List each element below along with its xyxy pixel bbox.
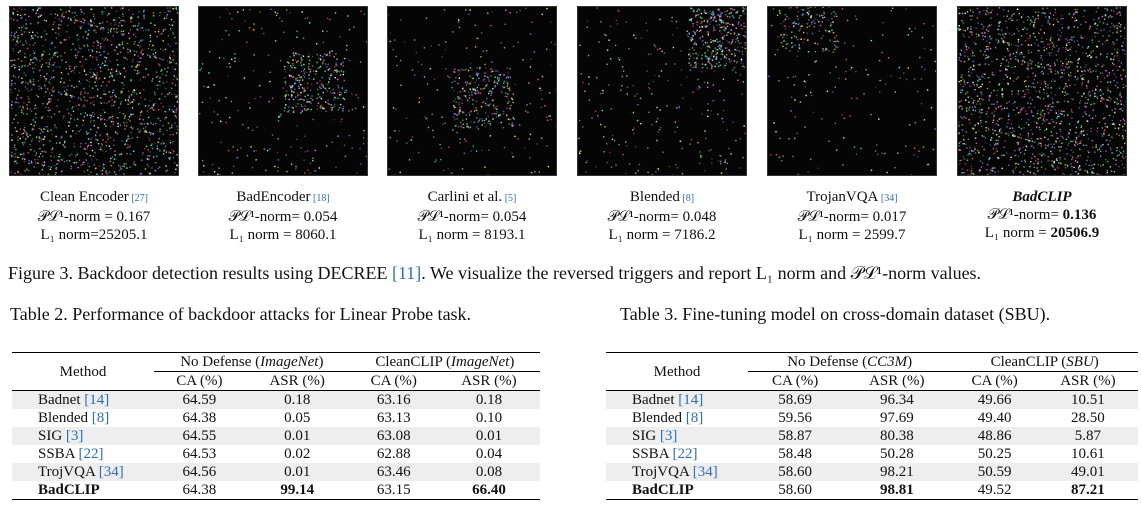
method-name: BadEncoder [18]: [236, 189, 330, 205]
value-cell: 28.50: [1071, 410, 1105, 426]
value-cell: 10.61: [1071, 446, 1105, 462]
trigger-image: [577, 6, 747, 176]
pl-norm-line: 𝒫ℒ¹-norm= 0.136: [987, 207, 1097, 223]
table-row: [12, 481, 540, 500]
pl-norm-line: 𝒫ℒ¹-norm= 0.017: [797, 209, 907, 225]
table-2: [12, 352, 540, 500]
column-group-header: CleanCLIP (ImageNet): [350, 353, 540, 372]
citation-link[interactable]: [5]: [502, 193, 517, 204]
column-header-method: Method: [606, 353, 748, 391]
pl-norm-line: 𝒫ℒ¹-norm= 0.054: [417, 209, 527, 225]
method-name: Carlini et al. [5]: [427, 189, 517, 205]
value-cell: 63.16: [350, 391, 438, 410]
value-cell: 98.21: [842, 463, 951, 481]
column-subheader: ASR (%): [269, 373, 325, 389]
l1-norm-value: 8060.1: [295, 227, 337, 243]
citation-link[interactable]: [22]: [78, 446, 104, 462]
value-cell: 63.08: [350, 427, 438, 445]
pl-norm-line: 𝒫ℒ¹-norm = 0.167: [37, 209, 151, 225]
table-row: [606, 481, 1138, 500]
citation-link[interactable]: [27]: [128, 193, 148, 204]
pl-norm-value: 0.017: [872, 209, 907, 225]
value-cell: 50.59: [951, 463, 1037, 481]
l1-norm-line: L₁ norm = 8193.1: [418, 227, 526, 243]
figure-caption: [8, 262, 1138, 284]
method-cell: BadCLIP: [12, 481, 154, 500]
value-cell: 48.86: [951, 427, 1037, 445]
value-cell: 49.66: [951, 391, 1037, 410]
pl-norm-value: 0.054: [303, 209, 338, 225]
method-cell: Badnet [14]: [606, 391, 748, 410]
figure-caption-text-end: . We visualize the reversed triggers and report L₁ norm and 𝒫ℒ¹-norm values.: [421, 263, 982, 283]
value-cell: 0.01: [245, 427, 350, 445]
value-cell: 96.34: [842, 391, 951, 410]
column-subheader: CA (%): [176, 373, 223, 389]
method-cell: SSBA [22]: [38, 446, 104, 462]
value-cell: 62.88: [376, 446, 411, 462]
value-cell: 87.21: [1038, 481, 1138, 500]
pl-norm-value: 0.167: [116, 209, 151, 225]
value-cell: 58.69: [748, 391, 842, 410]
figure-panel: [572, 6, 752, 244]
citation-link[interactable]: [11]: [391, 263, 422, 283]
value-cell: 58.60: [748, 463, 842, 481]
method-name: TrojanVQA [34]: [806, 189, 898, 205]
column-subheader: ASR (%): [1060, 373, 1116, 389]
value-cell: 49.52: [951, 481, 1037, 500]
value-cell: 64.56: [154, 463, 245, 481]
citation-link[interactable]: [22]: [672, 446, 698, 462]
citation-link[interactable]: [3]: [65, 428, 84, 444]
method-cell: SIG [3]: [12, 427, 154, 445]
table-row: [12, 409, 540, 427]
citation-link[interactable]: [8]: [91, 410, 110, 426]
l1-norm-line: L₁ norm = 2599.7: [798, 227, 906, 243]
value-cell: 0.01: [438, 427, 540, 445]
figure-caption-text: Figure 3. Backdoor detection results using DECREE: [8, 263, 392, 283]
value-cell: 99.14: [245, 481, 350, 500]
trigger-image: [9, 6, 179, 176]
method-cell: Blended [8]: [632, 410, 704, 426]
value-cell: 5.87: [1038, 427, 1138, 445]
value-cell: 58.48: [778, 446, 812, 462]
method-cell: Badnet [14]: [12, 391, 154, 410]
value-cell: 64.55: [154, 427, 245, 445]
figure-panel: [762, 6, 942, 244]
table-row: [606, 427, 1138, 445]
value-cell: 49.40: [977, 410, 1012, 426]
value-cell: 0.04: [475, 446, 503, 462]
value-cell: 64.38: [182, 410, 217, 426]
method-cell: Blended [8]: [38, 410, 110, 426]
table-row: [606, 445, 1138, 463]
value-cell: 0.01: [245, 463, 350, 481]
column-group-header: No Defense (CC3M): [748, 353, 951, 372]
value-cell: 66.40: [438, 481, 540, 500]
figure-panel: [952, 6, 1132, 242]
table-row: [606, 409, 1138, 427]
l1-norm-line: L₁ norm = 7186.2: [608, 227, 716, 243]
pl-norm-value: 0.054: [492, 209, 527, 225]
value-cell: 0.18: [245, 391, 350, 410]
method-cell: TrojVQA [34]: [606, 463, 748, 481]
column-subheader: ASR (%): [869, 373, 925, 389]
method-cell: SIG [3]: [606, 427, 748, 445]
value-cell: 64.53: [182, 446, 217, 462]
table-row: [12, 445, 540, 463]
table-row: [606, 463, 1138, 481]
table-row: [12, 391, 540, 410]
column-subheader: ASR (%): [461, 373, 517, 389]
l1-norm-value: 20506.9: [1050, 225, 1100, 241]
trigger-image: [767, 6, 937, 176]
pl-norm-value: 0.048: [682, 209, 717, 225]
citation-link[interactable]: [34]: [878, 193, 898, 204]
column-subheader: CA (%): [370, 373, 417, 389]
citation-link[interactable]: [8]: [685, 410, 704, 426]
citation-link[interactable]: [34]: [98, 464, 124, 480]
l1-norm-line: L₁ norm = 8060.1: [229, 227, 337, 243]
column-group-header: CleanCLIP (SBU): [951, 353, 1138, 372]
figure-3: [0, 6, 1142, 246]
value-cell: 80.38: [842, 427, 951, 445]
value-cell: 10.51: [1038, 391, 1138, 410]
l1-norm-value: 2599.7: [864, 227, 906, 243]
citation-link[interactable]: [18]: [310, 193, 330, 204]
column-subheader: CA (%): [772, 373, 819, 389]
value-cell: 49.01: [1038, 463, 1138, 481]
figure-panel: [4, 6, 184, 244]
table-row: [606, 391, 1138, 410]
value-cell: 58.87: [748, 427, 842, 445]
method-cell: SSBA [22]: [632, 446, 698, 462]
pl-norm-value: 0.136: [1062, 207, 1097, 223]
pl-norm-line: 𝒫ℒ¹-norm= 0.054: [228, 209, 338, 225]
citation-link[interactable]: [34]: [692, 464, 718, 480]
l1-norm-line: L₁ norm = 20506.9: [984, 225, 1100, 241]
citation-link[interactable]: [14]: [84, 392, 110, 408]
pl-norm-line: 𝒫ℒ¹-norm= 0.048: [607, 209, 717, 225]
table-row: [12, 427, 540, 445]
column-header-method: Method: [12, 353, 154, 391]
method-cell: BadCLIP: [606, 481, 748, 500]
l1-norm-value: 8193.1: [484, 227, 526, 243]
value-cell: 64.59: [154, 391, 245, 410]
method-name: Blended [8]: [629, 189, 695, 205]
table-row: [12, 463, 540, 481]
trigger-image: [387, 6, 557, 176]
value-cell: 63.13: [376, 410, 411, 426]
value-cell: 50.28: [879, 446, 914, 462]
value-cell: 0.08: [438, 463, 540, 481]
l1-norm-value: 25205.1: [98, 227, 148, 243]
method-name: Clean Encoder [27]: [40, 189, 148, 205]
trigger-image: [198, 6, 368, 176]
column-group-header: No Defense (ImageNet): [154, 353, 350, 372]
l1-norm-line: L₁ norm=25205.1: [40, 227, 148, 243]
table-3-caption: Table 3. Fine-tuning model on cross-domain dataset (SBU).: [620, 304, 1051, 324]
value-cell: 0.18: [438, 391, 540, 410]
method-cell: TrojVQA [34]: [12, 463, 154, 481]
column-subheader: CA (%): [971, 373, 1018, 389]
table-3: [606, 352, 1138, 500]
value-cell: 64.38: [154, 481, 245, 500]
figure-panel: [193, 6, 373, 244]
value-cell: 0.10: [475, 410, 503, 426]
trigger-image: [957, 6, 1127, 176]
l1-norm-value: 7186.2: [674, 227, 716, 243]
citation-link[interactable]: [14]: [678, 392, 704, 408]
citation-link[interactable]: [3]: [659, 428, 678, 444]
value-cell: 59.56: [778, 410, 812, 426]
value-cell: 63.46: [350, 463, 438, 481]
method-name: BadCLIP: [1012, 189, 1072, 205]
value-cell: 63.15: [350, 481, 438, 500]
value-cell: 0.02: [284, 446, 311, 462]
value-cell: 58.60: [748, 481, 842, 500]
value-cell: 98.81: [842, 481, 951, 500]
value-cell: 50.25: [977, 446, 1012, 462]
citation-link[interactable]: [8]: [679, 193, 695, 204]
figure-panel: [382, 6, 562, 244]
value-cell: 0.05: [284, 410, 311, 426]
table-2-caption: Table 2. Performance of backdoor attacks for Linear Probe task.: [10, 304, 472, 324]
value-cell: 97.69: [879, 410, 914, 426]
